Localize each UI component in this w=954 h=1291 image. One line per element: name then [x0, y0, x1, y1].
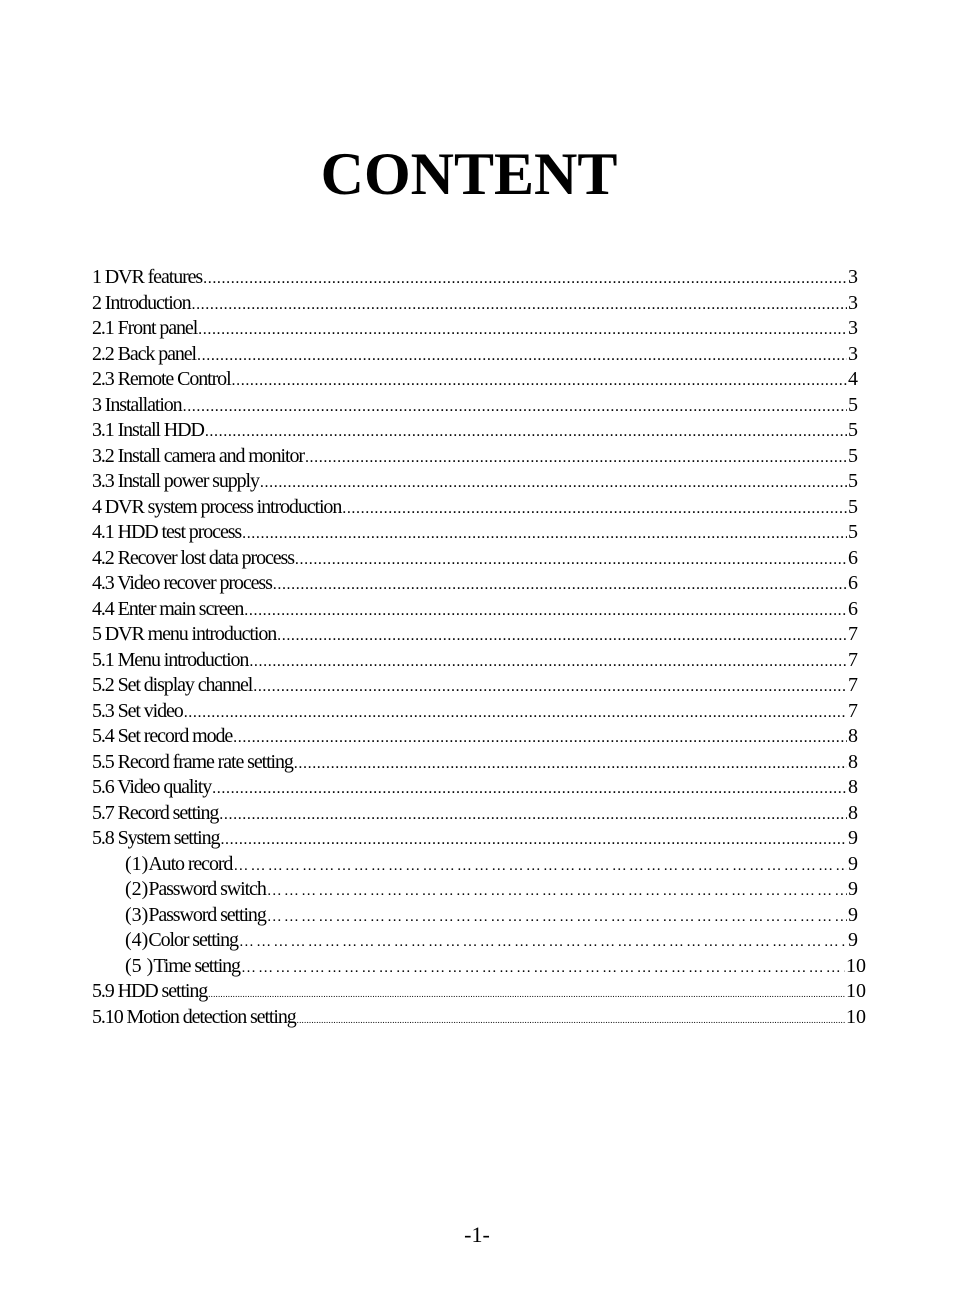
- toc-entry: [92, 547, 866, 573]
- toc-entry-label: 4.2 Recover lost data process: [92, 546, 294, 569]
- dot-leader: [183, 398, 847, 416]
- dot-leader: [267, 909, 847, 926]
- dot-leader: [212, 780, 847, 798]
- toc-subentry-number: (3): [125, 903, 149, 926]
- dot-leader: [184, 704, 847, 722]
- toc-entry-page: 10: [846, 980, 866, 1002]
- toc-entry-page: 10: [846, 1005, 866, 1028]
- toc-entry: [92, 1006, 866, 1032]
- toc-entry: [92, 521, 866, 547]
- toc-subentry-number: (1): [125, 852, 149, 875]
- dot-leader: [191, 296, 847, 314]
- toc-entry: [92, 751, 866, 777]
- dot-leader: [260, 474, 847, 492]
- toc-subentry-label: Password setting: [148, 903, 266, 926]
- dot-leader: [297, 1015, 845, 1025]
- toc-entry-label: 5.2 Set display channel: [92, 674, 253, 696]
- dot-leader: [244, 602, 847, 620]
- toc-entry-label: 5.8 System setting: [92, 827, 220, 849]
- toc-entry: [92, 700, 866, 726]
- toc-entry-page: 7: [848, 674, 858, 696]
- toc-entry-page: 3: [848, 342, 858, 365]
- dot-leader: [232, 372, 847, 390]
- dot-leader: [220, 831, 847, 849]
- dot-leader: [239, 934, 847, 951]
- toc-subentry-number: (5 ): [125, 954, 154, 977]
- toc-subentry-label: Password switch: [148, 878, 266, 900]
- page-number: -1-: [464, 1222, 490, 1247]
- toc-entry: [92, 343, 866, 369]
- dot-leader: [233, 858, 847, 875]
- toc-subentry: [92, 878, 866, 904]
- toc-entry-label: 5.10 Motion detection setting: [92, 1005, 296, 1028]
- toc-entry-page: 3: [848, 266, 858, 288]
- toc-entry-label: 2.3 Remote Control: [92, 368, 231, 390]
- toc-entry: [92, 598, 866, 624]
- toc-entry-label: 5.7 Record setting: [92, 801, 219, 824]
- toc-entry: [92, 394, 866, 420]
- toc-entry-label: 2 Introduction: [92, 291, 191, 314]
- toc-entry: [92, 776, 866, 802]
- toc-entry-page: 5: [848, 470, 858, 492]
- toc-entry-page: 6: [848, 572, 858, 594]
- toc-entry-page: 8: [848, 801, 858, 824]
- toc-entry-label: 5.4 Set record mode: [92, 725, 233, 747]
- toc-entry: [92, 368, 866, 394]
- page-title: CONTENT: [320, 141, 618, 207]
- toc-entry-page: 7: [848, 623, 858, 645]
- toc-entry-label: 2.1 Front panel: [92, 317, 198, 339]
- dot-leader: [203, 270, 847, 288]
- toc-subentry: [92, 853, 866, 879]
- toc-entry: [92, 980, 866, 1006]
- toc-entry-page: 5: [848, 521, 858, 543]
- toc-subentry-number: (4): [125, 929, 149, 951]
- dot-leader: [295, 551, 847, 569]
- dot-leader: [219, 806, 847, 824]
- dot-leader: [198, 321, 847, 339]
- toc-entry-label: 5.6 Video quality: [92, 776, 212, 798]
- toc-entry-page: 6: [848, 546, 858, 569]
- toc-entry: [92, 623, 866, 649]
- toc-entry-label: 5.3 Set video: [92, 699, 183, 722]
- toc-entry-page: 3: [848, 317, 858, 339]
- toc-entry-label: 3.3 Install power supply: [92, 470, 259, 492]
- toc-subentry-page: 9: [848, 878, 858, 900]
- toc-entry: [92, 266, 866, 292]
- toc-subentry-page: 9: [848, 903, 858, 926]
- dot-leader: [197, 347, 847, 365]
- toc-subentry: [92, 929, 866, 955]
- toc-entry-label: 3.1 Install HDD: [92, 419, 204, 441]
- toc-entry-label: 5.9 HDD setting: [92, 980, 208, 1002]
- dot-leader: [241, 960, 845, 977]
- toc-entry: [92, 445, 866, 471]
- toc-entry-label: 5.5 Record frame rate setting: [92, 750, 293, 773]
- toc-entry-page: 9: [848, 827, 858, 849]
- toc-entry-label: 5.1 Menu introduction: [92, 648, 249, 671]
- dot-leader: [294, 755, 847, 773]
- toc-entry-page: 7: [848, 699, 858, 722]
- toc-entry: [92, 317, 866, 343]
- toc-entry-page: 8: [848, 725, 858, 747]
- toc-subentry-page: 10: [846, 954, 866, 977]
- toc-entry: [92, 674, 866, 700]
- toc-entry-page: 6: [848, 597, 858, 620]
- toc-entry-page: 5: [848, 419, 858, 441]
- toc-entry-page: 5: [848, 444, 858, 467]
- dot-leader: [253, 678, 847, 696]
- dot-leader: [205, 423, 847, 441]
- toc-subentry-page: 9: [848, 852, 858, 875]
- toc-entry: [92, 470, 866, 496]
- toc-entry-page: 4: [848, 368, 858, 390]
- table-of-contents: [92, 266, 866, 1031]
- dot-leader: [342, 500, 847, 518]
- toc-entry-label: 4 DVR system process introduction: [92, 495, 342, 518]
- toc-subentry-label: Color setting: [148, 929, 238, 951]
- toc-entry: [92, 725, 866, 751]
- toc-entry-page: 8: [848, 776, 858, 798]
- toc-subentry-number: (2): [125, 878, 149, 900]
- toc-subentry-label: Time setting: [153, 954, 240, 977]
- toc-entry-page: 5: [848, 393, 858, 416]
- dot-leader: [233, 729, 847, 747]
- dot-leader: [249, 653, 847, 671]
- toc-entry-page: 5: [848, 495, 858, 518]
- toc-subentry-label: Auto record: [148, 852, 233, 875]
- dot-leader: [267, 883, 847, 900]
- toc-entry: [92, 572, 866, 598]
- toc-subentry: [92, 955, 866, 981]
- dot-leader: [277, 627, 847, 645]
- toc-entry-label: 5 DVR menu introduction: [92, 623, 277, 645]
- dot-leader: [208, 989, 845, 999]
- toc-entry-label: 3 Installation: [92, 393, 182, 416]
- toc-entry-page: 7: [848, 648, 858, 671]
- dot-leader: [273, 576, 847, 594]
- toc-entry-page: 3: [848, 291, 858, 314]
- toc-entry-label: 2.2 Back panel: [92, 342, 197, 365]
- toc-entry: [92, 649, 866, 675]
- toc-entry: [92, 292, 866, 318]
- toc-entry-label: 1 DVR features: [92, 266, 203, 288]
- toc-entry-label: 4.4 Enter main screen: [92, 597, 244, 620]
- toc-subentry: [92, 904, 866, 930]
- toc-entry-label: 4.3 Video recover process: [92, 572, 272, 594]
- toc-entry: [92, 802, 866, 828]
- toc-entry: [92, 827, 866, 853]
- toc-subentry-page: 9: [848, 929, 858, 951]
- toc-entry-label: 3.2 Install camera and monitor: [92, 444, 304, 467]
- dot-leader: [305, 449, 847, 467]
- toc-entry: [92, 496, 866, 522]
- dot-leader: [242, 525, 847, 543]
- toc-entry-page: 8: [848, 750, 858, 773]
- toc-entry: [92, 419, 866, 445]
- toc-entry-label: 4.1 HDD test process: [92, 521, 242, 543]
